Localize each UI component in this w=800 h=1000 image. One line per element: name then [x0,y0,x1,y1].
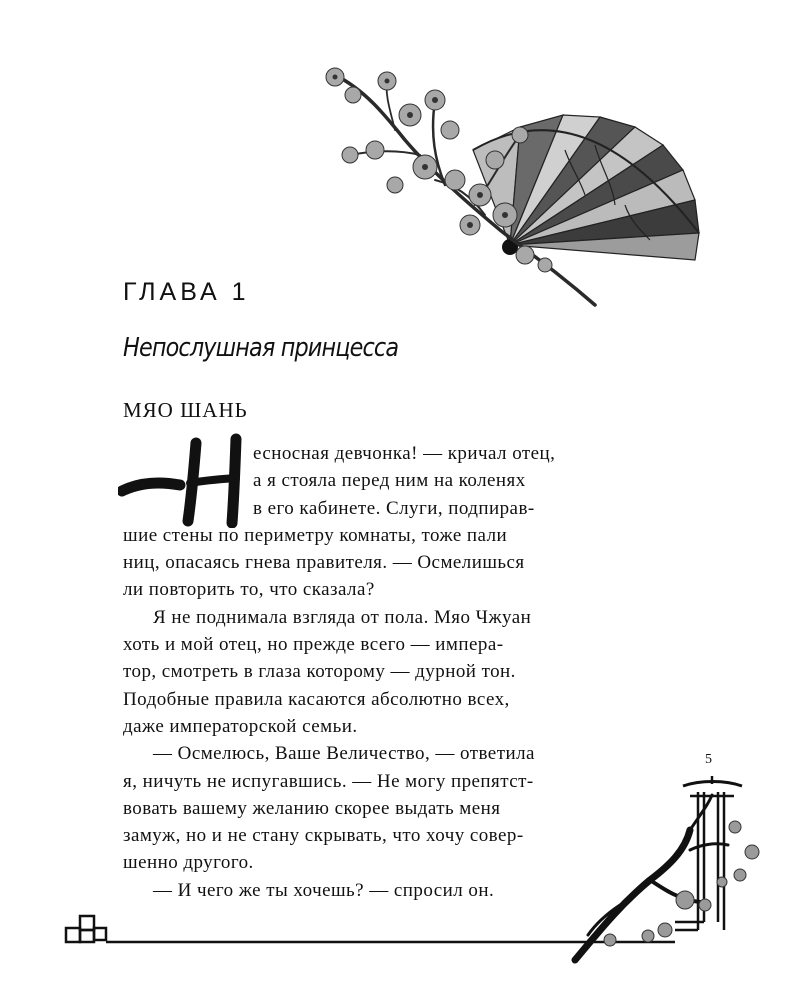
sakura-flower-icon [604,821,759,946]
knot-ornament-icon [66,916,106,942]
text-line: шенно другого. [123,852,254,874]
text-line: замуж, но и не стану скрывать, что хочу совер- [123,825,524,847]
text-line: еснoсная девчонка! — кричал отец, [253,443,556,464]
text-line: вовать вашему желанию скорее выдать меня [123,797,501,819]
footer-ornament [0,760,800,1000]
text-line: — Осмелюсь, Ваше Величество, — ответила [153,743,535,765]
chapter-number: ГЛАВА 1 [123,278,250,306]
chapter-title: Непослушная принцесса [123,333,399,363]
text-line: — И чего же ты хочешь? — спросил он. [153,879,495,901]
text-line: даже императорской семьи. [123,715,358,737]
text-line: хоть и мой отец, но прежде всего — импера- [123,634,504,656]
text-line: а я стояла перед ним на коленях [253,470,526,492]
fan-blossom-illustration [295,55,715,315]
text-line: тор, смотреть в глаза которому — дурной тон. [123,661,516,683]
text-line: Подобные правила касаются абсолютно всех, [123,688,510,710]
text-line: Я не поднимала взгляда от пола. Мяо Чжуан [153,606,532,628]
text-line: я, ничуть не испугавшись. — Не могу препятст- [123,770,534,792]
text-line: ли повторить то, что сказала? [123,579,375,601]
fan-icon [473,115,699,260]
text-line: в его кабинете. Слуги, подпирав- [253,497,535,519]
text-line: шие стены по периметру комнаты, тоже пали [123,524,508,546]
narrator-heading: МЯО ШАНЬ [123,398,248,422]
page-number: 5 [705,752,712,767]
text-line: ниц, опасаясь гнева правителя. — Осмелишься [123,552,525,574]
